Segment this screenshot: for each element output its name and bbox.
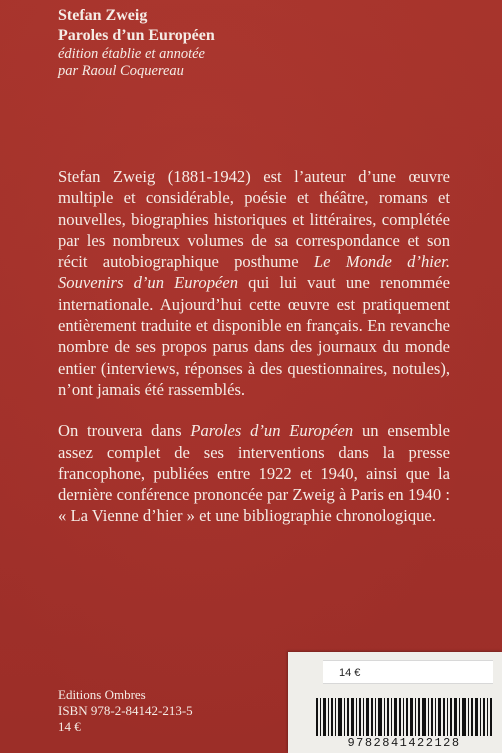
price-sticker xyxy=(288,652,502,753)
publisher-info xyxy=(58,687,193,735)
edition-line-1: édition établie et annotée xyxy=(58,46,205,62)
blurb-paragraph-1 xyxy=(58,166,450,400)
isbn: ISBN 978-2-84142-213-5 xyxy=(58,703,193,718)
book-title: Paroles d’un Européen xyxy=(58,27,215,44)
barcode-digits: 9782841422128 xyxy=(347,736,461,750)
barcode-icon xyxy=(316,698,492,736)
blurb-p1-text-b: qui lui vaut une renommée internationale. Aujourd’hui cette œuvre est pratiquement entièrement traduite et disponible en français. En revanche nombre de ses propos parus dans des journaux du monde entier (interviews, réponses à des questionnaires, notules), n’ont jamais été rassemblés. xyxy=(58,273,450,399)
edition-line-2: par Raoul Coquereau xyxy=(58,63,184,79)
blurb-paragraph-2 xyxy=(58,420,450,526)
blurb-p1-italic: Le Monde d’hier. Souvenirs d’un Européen xyxy=(58,252,450,293)
blurb-p2-italic: Paroles d’un Européen xyxy=(190,421,354,441)
cover-price: 14 € xyxy=(58,719,81,734)
sticker-price: 14 € xyxy=(323,660,493,684)
blurb-p2-text-b: un ensemble assez complet de ses interventions dans la presse francophone, publiées entre 1922 et 1940, ainsi que la dernière conférence prononcée par Zweig à Paris en 1940 : « La Vienne d’hier » et une bibliographie chronologique. xyxy=(58,421,450,526)
author-name: Stefan Zweig xyxy=(58,7,148,24)
blurb-p2-text-a: On trouvera dans xyxy=(58,421,191,441)
publisher-name: Editions Ombres xyxy=(58,687,146,702)
blurb-p1-text-a: Stefan Zweig (1881-1942) est l’auteur d’une œuvre multiple et considérable, poésie et théâtre, romans et nouvelles, biographies historiques et littéraires, complétée par les nombreux volumes de sa correspondance et son récit autobiographique posthume xyxy=(58,167,450,272)
blurb-text xyxy=(58,166,450,547)
cover-header xyxy=(58,6,458,80)
